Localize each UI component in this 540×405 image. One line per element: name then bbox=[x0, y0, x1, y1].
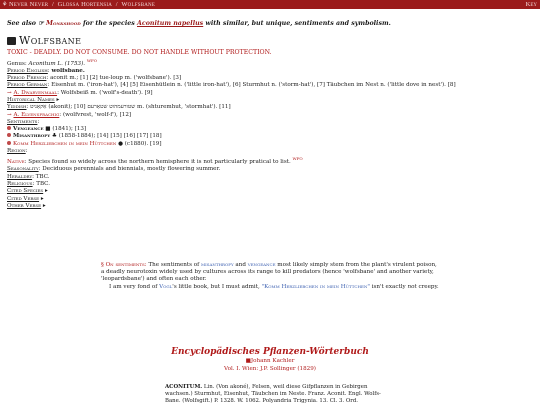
sentiment-item bbox=[7, 133, 533, 140]
see-also-line bbox=[7, 20, 533, 27]
excerpt-headword: ACONITUM. bbox=[165, 384, 203, 390]
seasonality-label[interactable]: Seasonality bbox=[7, 166, 39, 173]
bullet-icon bbox=[7, 126, 11, 130]
sentiment-misanthropy-meta: (1858-1884); [14] [15] [16] [17] [18] bbox=[58, 133, 162, 140]
elvensprachig-line: → A. Elvensprachig: (wolfvrest, 'wolf-f'), [12] bbox=[7, 111, 132, 118]
sentiment-item bbox=[7, 126, 533, 133]
figure-icon: ♣ bbox=[51, 133, 57, 140]
genus-line bbox=[7, 57, 533, 68]
monkshood-link[interactable]: Monkshood bbox=[46, 20, 81, 27]
note-paragraph-1 bbox=[101, 262, 441, 284]
note-text: I am very fond of bbox=[109, 283, 158, 290]
breadcrumb-glossa-hortensia[interactable]: Glossa Hortensia bbox=[57, 1, 113, 8]
cited-verse-label[interactable]: Cited Verse bbox=[7, 195, 40, 202]
expand-icon[interactable]: ▸ bbox=[56, 96, 60, 103]
breadcrumb bbox=[9, 0, 155, 9]
region-label[interactable]: Region bbox=[7, 148, 26, 155]
page-title bbox=[7, 35, 533, 47]
arrow-icon: → bbox=[7, 89, 12, 96]
vogl-link[interactable]: Vogl bbox=[159, 283, 173, 290]
note-label: On sentiments: bbox=[105, 262, 147, 268]
other-verse-line bbox=[7, 203, 533, 210]
bullet-icon bbox=[7, 133, 11, 137]
cited-verse-line bbox=[7, 196, 533, 203]
heraldry-value: TBC. bbox=[35, 173, 50, 180]
sentiment-komm-meta: (c1880). [19] bbox=[124, 140, 162, 147]
note-text: 's little book, but I must admit, bbox=[172, 283, 260, 290]
circle-icon: ● bbox=[118, 140, 123, 147]
native-label: Native bbox=[7, 159, 25, 166]
seasonality-line: Seasonality: Deciduous perennials and biennials, mostly flowering summer. bbox=[7, 166, 221, 173]
period-english-line: Period English: wolfsbane. bbox=[7, 67, 85, 74]
hand-pointer-icon: ☞ bbox=[38, 20, 44, 27]
elvensprachig-label[interactable]: A. Elvensprachig bbox=[13, 111, 60, 118]
komm-link[interactable]: "Komm Herzliebchen in mein Hüttchen" bbox=[261, 283, 370, 290]
sentiments-heading: Sentiments: bbox=[7, 118, 40, 125]
expand-icon[interactable]: ▸ bbox=[42, 202, 46, 209]
see-also-suffix: with similar, but unique, sentiments and symbolism. bbox=[205, 20, 391, 27]
yiddish-value: אַקאָניט (akonit); [10] שטורעמהוט שטאָרעם m. (shturemhut, 'stormhat'). [11] bbox=[30, 104, 231, 111]
heraldry-label[interactable]: Heraldry bbox=[7, 173, 33, 180]
genus-value: Aconitum L. (1753). bbox=[28, 60, 86, 67]
period-english-label[interactable]: Period English bbox=[7, 67, 48, 74]
period-french-label[interactable]: Period French bbox=[7, 75, 47, 82]
excerpt-text: Lin. (Von akoné), Felsen, weil diese Gifpflanzen in Gebirgen wachsen.) Sturmhut, Eisenhut, Täubchen im Neste. Franz. Aconit. Engl. Wolfs-Bane. (Wolfsgift.) P. 1328. W. 1062. Polyandria Trigynia. 13. Cl. 3. Ord. bbox=[165, 384, 381, 404]
sentiment-vengeance[interactable]: Vengeance bbox=[13, 126, 44, 133]
period-french-line: Period French: aconit m.; [1] [2] tue-loup m. ('wolfsbane'). [3] bbox=[7, 75, 182, 82]
historical-names-label[interactable]: Historical Names bbox=[7, 96, 55, 103]
expand-icon[interactable]: ▸ bbox=[44, 188, 48, 195]
native-value: Species found so widely across the northern hemisphere it is not particularly pratical to list. bbox=[28, 159, 291, 166]
species-link[interactable]: Aconitum napellus bbox=[137, 20, 204, 27]
dwarvenmaal-line: → A. Dwarvenmaal: Wolfsbeiß m. ('wolf's-death'). [9] bbox=[7, 89, 153, 96]
seasonality-value: Deciduous perennials and biennials, mostly flowering summer. bbox=[42, 166, 221, 173]
other-verse-label[interactable]: Other Verse bbox=[7, 202, 42, 209]
vengeance-link[interactable]: vengeance bbox=[247, 262, 276, 268]
book-title: Encyclopädisches Pflanzen-Wörterbuch bbox=[171, 347, 369, 357]
square-icon: ■ bbox=[245, 358, 251, 364]
historical-names-line bbox=[7, 97, 533, 104]
period-french-value: aconit m.; [1] [2] tue-loup m. ('wolfsbane'). [3] bbox=[50, 75, 182, 82]
top-navigation-bar bbox=[0, 0, 540, 9]
religious-value: TBC. bbox=[36, 181, 51, 188]
sentiment-misanthropy[interactable]: Misanthropy bbox=[13, 133, 51, 140]
note-text: isn't exactly bbox=[371, 283, 406, 290]
cited-species-label[interactable]: Cited Species bbox=[7, 188, 44, 195]
expand-icon[interactable]: ▸ bbox=[40, 195, 44, 202]
heraldry-line: Heraldry: TBC. bbox=[7, 173, 50, 180]
square-icon: ■ bbox=[45, 126, 51, 133]
book-volume[interactable]: Vol. I. Wien: J.P. Sollinger (1829) bbox=[224, 366, 316, 372]
sentiment-item bbox=[7, 141, 533, 148]
cited-species-line bbox=[7, 188, 533, 195]
note-paragraph-2 bbox=[101, 284, 441, 291]
arrow-icon: → bbox=[7, 111, 12, 118]
breadcrumb-wolfsbane: Wolfsbane bbox=[121, 1, 156, 8]
period-german-line: Period German: Eisenhut m. ('iron-hat'), [4] [5] Eisenhütlein n. ('little iron-hat'), [6] Sturmhut n. ('storm-hat'), [7] Täubchen im Nest n. ('little dove in nest'). [8] bbox=[7, 82, 456, 89]
flower-emblem-icon bbox=[7, 37, 16, 45]
genus-ref[interactable]: WFO bbox=[86, 57, 97, 63]
religious-line: Religious: TBC. bbox=[7, 181, 51, 188]
note-text: creepy. bbox=[418, 283, 439, 290]
key-link[interactable]: Key bbox=[525, 1, 537, 8]
period-german-value: Eisenhut m. ('iron-hat'), [4] [5] Eisenhütlein n. ('little iron-hat'), [6] Sturmhut n. ('storm-hat'), [7] Täubchen im Nest n. ('little dove in nest'). [8] bbox=[51, 82, 456, 89]
note-text: most likely simply stem from the plant's virulent poison, a deadly neurotoxin widely used by cultures across its range to kill predators (hence 'wolfsbane' and another variety, 'leopardsbane') and often each other. bbox=[101, 262, 437, 283]
sentiment-komm-herzliebchen[interactable]: Komm Herzliebchen in mein Hüttchen bbox=[13, 140, 117, 147]
site-logo-icon[interactable]: ⚘ bbox=[2, 2, 8, 8]
breadcrumb-separator: / bbox=[51, 1, 54, 8]
entry-content bbox=[7, 20, 533, 210]
native-ref[interactable]: WFO bbox=[292, 156, 303, 162]
book-excerpt bbox=[165, 384, 385, 404]
misanthropy-link[interactable]: misanthropy bbox=[201, 262, 234, 268]
sentiment-vengeance-meta: (1841); [13] bbox=[52, 126, 87, 133]
elvensprachig-value: (wolfvrest, 'wolf-f'), [12] bbox=[62, 111, 132, 118]
yiddish-label[interactable]: Yiddish bbox=[7, 104, 27, 111]
dwarvenmaal-value: Wolfsbeiß m. ('wolf's-death'). [9] bbox=[60, 89, 153, 96]
genus-label: Genus: bbox=[7, 60, 27, 67]
bullet-icon bbox=[7, 141, 11, 145]
sentiments-label[interactable]: Sentiments bbox=[7, 118, 38, 125]
period-german-label[interactable]: Period German bbox=[7, 82, 48, 89]
period-english-value: wolfsbane. bbox=[51, 67, 85, 74]
sentiments-note bbox=[101, 262, 441, 291]
yiddish-line: Yiddish: אַקאָניט (akonit); [10] שטורעמהוט שטאָרעם m. (shturemhut, 'stormhat'). [11] bbox=[7, 104, 231, 111]
title-text: Wolfsbane bbox=[19, 34, 82, 48]
toxic-warning: TOXIC - DEADLY. DO NOT CONSUME. DO NOT HANDLE WITHOUT PROTECTION. bbox=[7, 49, 272, 57]
note-text: and bbox=[235, 262, 246, 268]
book-author bbox=[0, 358, 540, 364]
dwarvenmaal-label[interactable]: A. Dwarvenmaal bbox=[13, 89, 58, 96]
breadcrumb-separator: / bbox=[115, 1, 118, 8]
breadcrumb-never-never[interactable]: Never Never bbox=[9, 1, 49, 8]
native-line: Native: Species found so widely across the northern hemisphere it is not particularly pratical to list. $^{WFO}$ bbox=[7, 156, 303, 166]
book-author-name[interactable]: Johann Kachler bbox=[250, 358, 295, 364]
religious-label[interactable]: Religious bbox=[7, 181, 33, 188]
bullet-icon: § bbox=[101, 262, 104, 268]
see-also-middle: for the species bbox=[82, 20, 135, 27]
note-text: The sentiments of bbox=[148, 262, 200, 268]
see-also-prefix: See also bbox=[7, 20, 36, 27]
region-heading: Region: bbox=[7, 148, 28, 155]
note-emphasis: not bbox=[407, 283, 417, 290]
